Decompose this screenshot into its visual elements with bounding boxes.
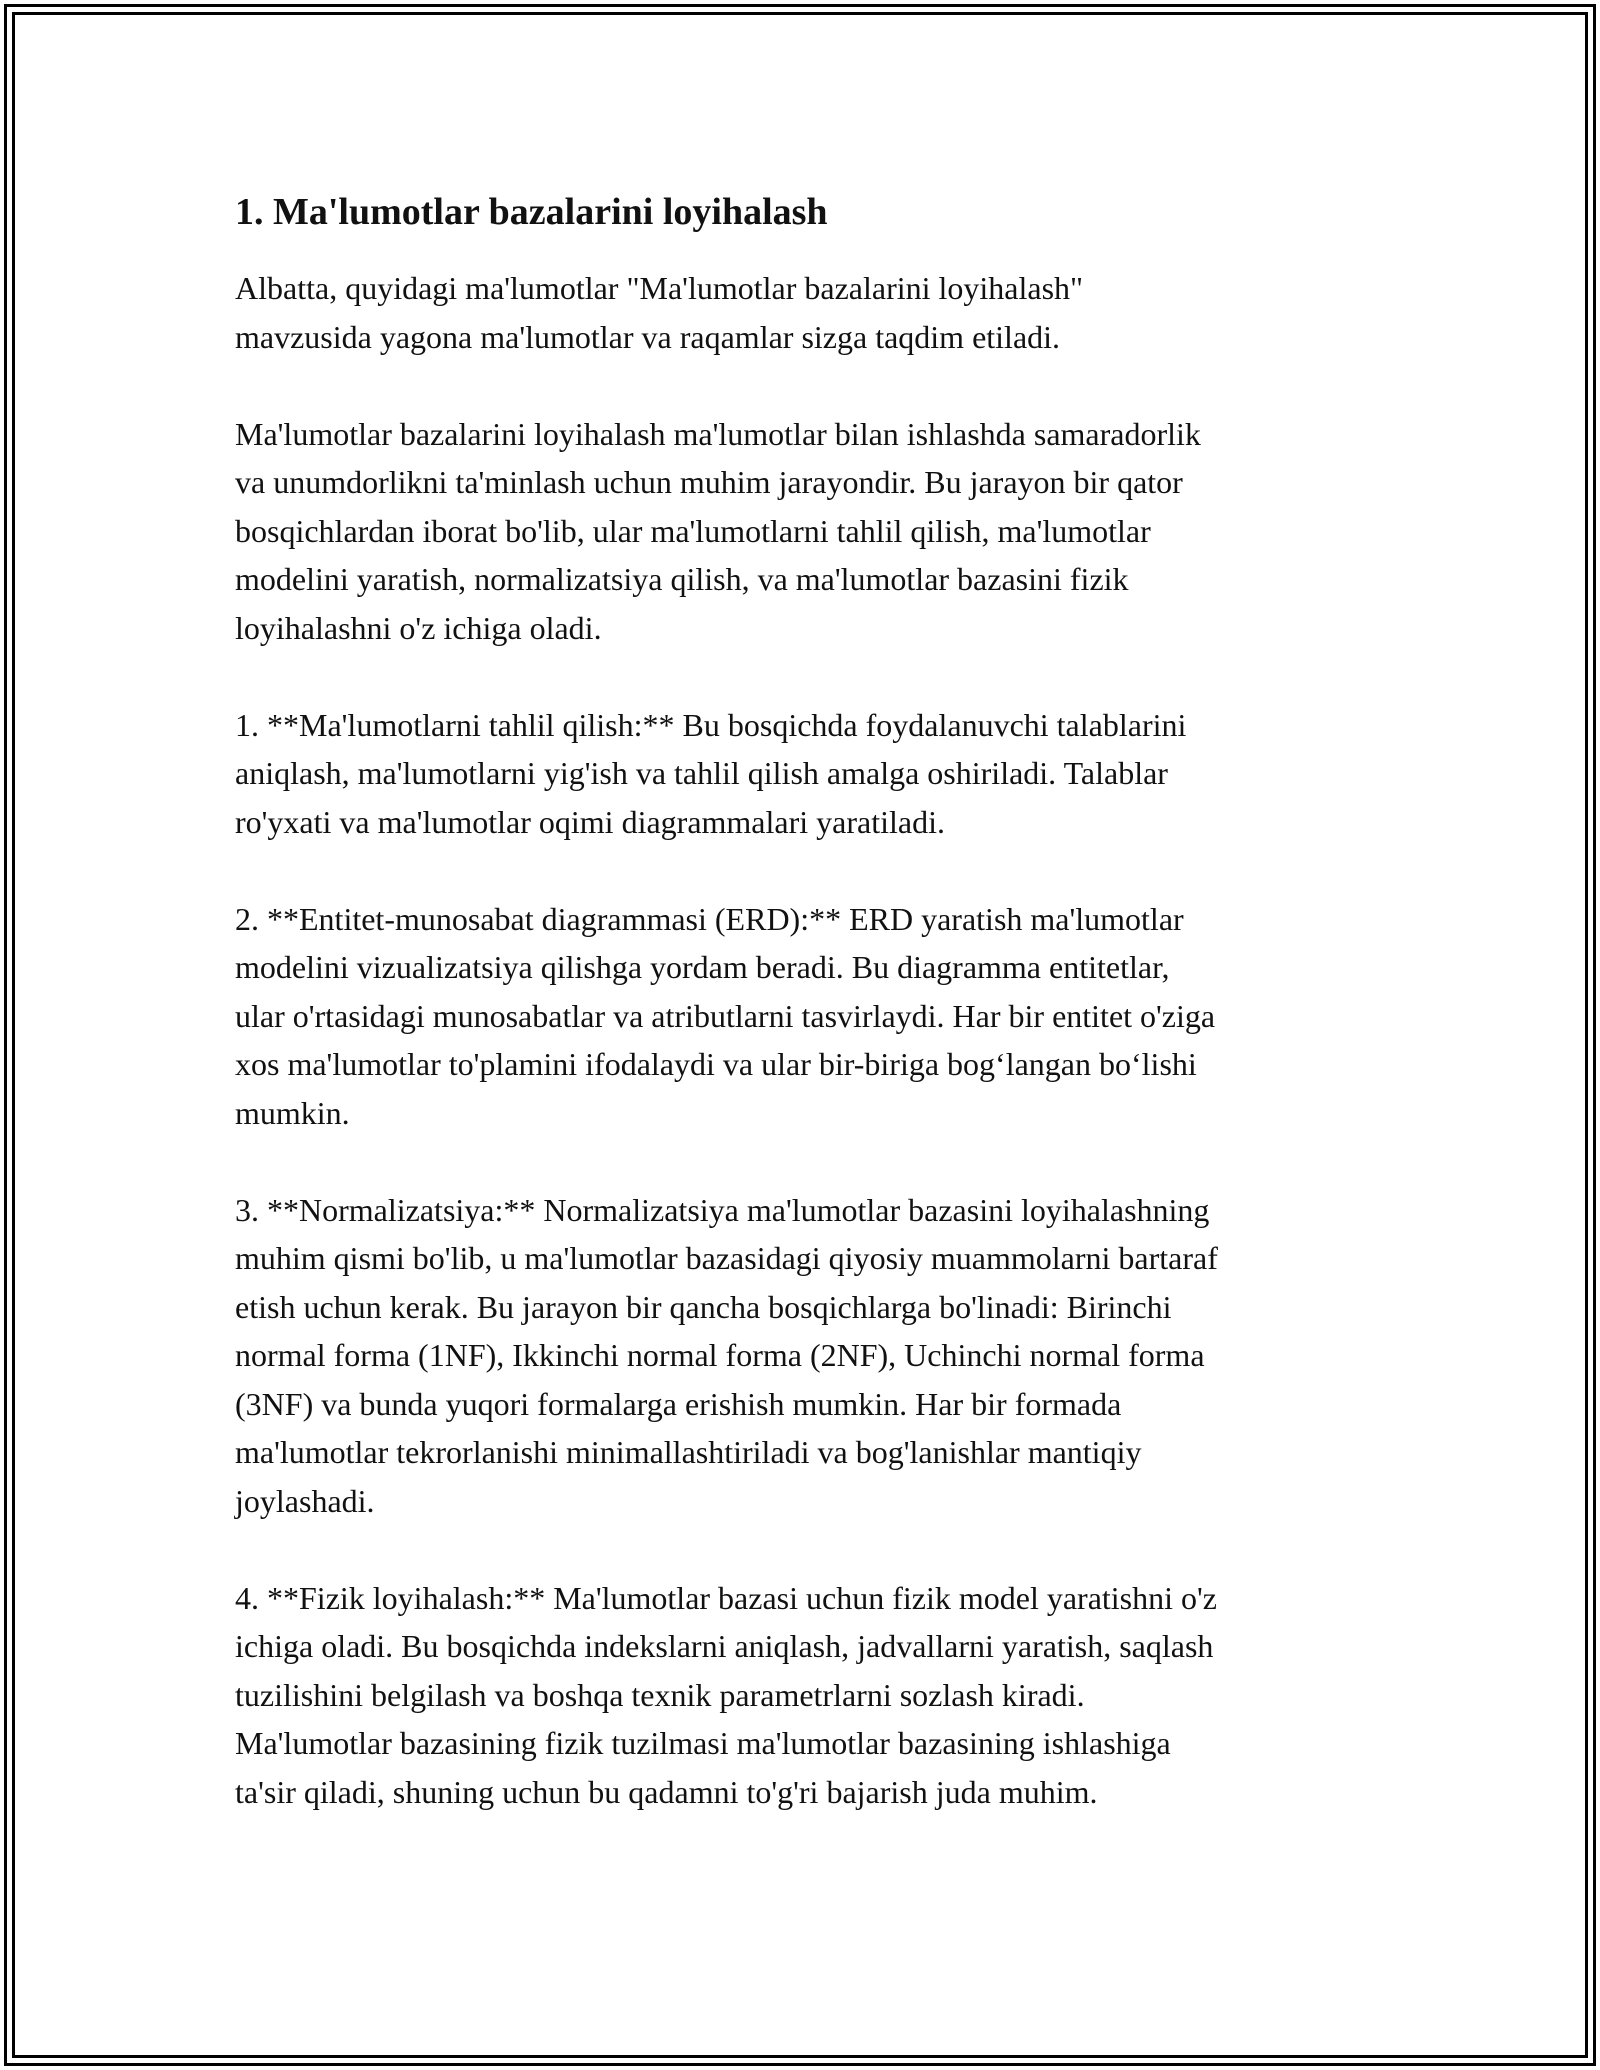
step-3-paragraph: 3. **Normalizatsiya:** Normalizatsiya ma'lumotlar bazasini loyihalashning muhim qismi bo'lib, u ma'lumotlar bazasidagi qiyosiy muammolarni bartaraf etish uchun kerak. Bu jarayon bir qancha bosqichlarga bo'linadi: Birinchi normal forma (1NF), Ikkinchi normal forma (2NF), Uchinchi normal forma (3NF) va bunda yuqori formalarga erishish mumkin. Har bir formada ma'lumotlar tekrorlanishi minimallashtiriladi va bog'lanishlar mantiqiy joylashadi. (235, 1191, 1218, 1519)
document-title: 1. Ma'lumotlar bazalarini loyihalash (235, 191, 828, 233)
overview-paragraph: Ma'lumotlar bazalarini loyihalash ma'lumotlar bilan ishlashda samaradorlik va unumdorlikni ta'minlash uchun muhim jarayondir. Bu jarayon bir qator bosqichlardan iborat bo'lib, ular ma'lumotlarni tahlil qilish, ma'lumotlar modelini yaratish, normalizatsiya qilish, va ma'lumotlar bazasini fizik loyihalashni o'z ichiga oladi. (235, 415, 1201, 646)
document-body (235, 186, 1375, 1865)
intro-paragraph: Albatta, quyidagi ma'lumotlar "Ma'lumotlar bazalarini loyihalash" mavzusida yagona ma'lumotlar va raqamlar sizga taqdim etiladi. (235, 270, 1084, 355)
step-4-paragraph: 4. **Fizik loyihalash:** Ma'lumotlar bazasi uchun fizik model yaratishni o'z ichiga oladi. Bu bosqichda indekslarni aniqlash, jadvallarni yaratish, saqlash tuzilishini belgilash va boshqa texnik parametrlarni sozlash kiradi. Ma'lumotlar bazasining fizik tuzilmasi ma'lumotlar bazasining ishlashiga ta'sir qiladi, shuning uchun bu qadamni to'g'ri bajarish juda muhim. (235, 1579, 1217, 1810)
step-1-paragraph: 1. **Ma'lumotlarni tahlil qilish:** Bu bosqichda foydalanuvchi talablarini aniqlash, ma'lumotlarni yig'ish va tahlil qilish amalga oshiriladi. Talablar ro'yxati va ma'lumotlar oqimi diagrammalari yaratiladi. (235, 706, 1187, 840)
step-2-paragraph: 2. **Entitet-munosabat diagrammasi (ERD):** ERD yaratish ma'lumotlar modelini vizualizatsiya qilishga yordam beradi. Bu diagramma entitetlar, ular o'rtasidagi munosabatlar va atributlarni tasvirlaydi. Har bir entitet o'ziga xos ma'lumotlar to'plamini ifodalaydi va ular bir-biriga bog‘langan bo‘lishi mumkin. (235, 900, 1216, 1131)
